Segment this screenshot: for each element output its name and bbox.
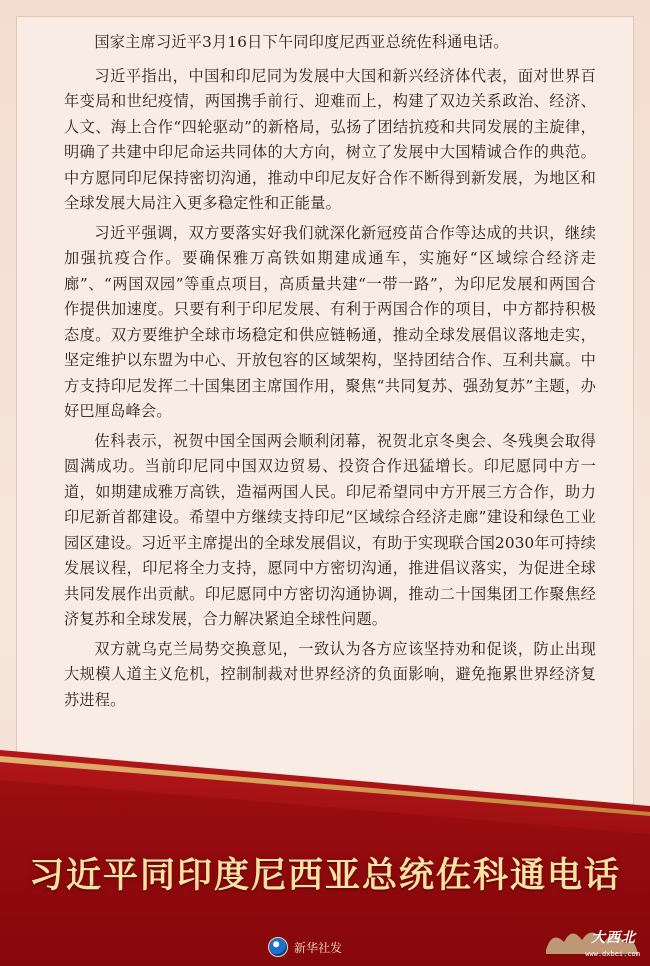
watermark-url: www.dxbei.com [585, 950, 640, 958]
headline-title: 习近平同印度尼西亚总统佐科通电话 [28, 855, 621, 896]
article-paragraph-1: 国家主席习近平3月16日下午同印度尼西亚总统佐科通电话。 [94, 33, 509, 51]
article-body [64, 30, 596, 717]
footer-credit [268, 936, 342, 958]
article-paragraph-4: 佐科表示，祝贺中国全国两会顺利闭幕，祝贺北京冬奥会、冬残奥会取得圆满成功。当前印尼同中国双边贸易、投资合作迅猛增长。印尼愿同中方一道，如期建成雅万高铁，造福两国人民。印尼希望同中方开展三方合作，助力印尼新首都建设。希望中方继续支持印尼“区域综合经济走廊”建设和绿色工业园区建设。习近平主席提出的全球发展倡议，有助于实现联合国2030年可持续发展议程，印尼将全力支持，愿同中方密切沟通，推进倡议落实，为促进全球共同发展作出贡献。印尼愿同中方密切沟通协调，推动二十国集团工作聚焦经济复苏和全球发展，合力解决紧迫全球性问题。 [64, 431, 596, 628]
agency-label: 新华社发 [294, 940, 343, 955]
watermark-text: 大西北 [591, 930, 636, 946]
article-paragraph-2: 习近平指出，中国和印尼同为发展中大国和新兴经济体代表，面对世界百年变局和世纪疫情，两国携手前行、迎难而上，构建了双边关系政治、经济、人文、海上合作“四轮驱动”的新格局，弘扬了团结抗疫和共同发展的主旋律，明确了共建中印尼命运共同体的大方向，树立了发展中大国精诚合作的典范。中方愿同印尼保持密切沟通，推动中印尼友好合作不断得到新发展，为地区和全球发展大局注入更多稳定性和正能量。 [64, 66, 596, 212]
article-paragraph-3: 习近平强调，双方要落实好我们就深化新冠疫苗合作等达成的共识，继续加强抗疫合作。要确保雅万高铁如期建成通车，实施好“区域综合经济走廊”、“两国双园”等重点项目，高质量共建“一带一路”，为印尼发展和两国合作提供加速度。只要有利于印尼发展、有利于两国合作的项目，中方都持积极态度。双方要维护全球市场稳定和供应链畅通，推动全球发展倡议落地走实，坚定维护以东盟为中心、开放包容的区域架构，坚持团结合作、互利共赢。中方支持印尼发挥二十国集团主席国作用，聚焦“共同复苏、强劲复苏”主题，办好巴厘岛峰会。 [64, 223, 596, 420]
xinhua-globe-icon [268, 937, 288, 957]
article-paragraph-5: 双方就乌克兰局势交换意见，一致认为各方应该坚持劝和促谈，防止出现大规模人道主义危机，控制制裁对世界经济的负面影响，避免拖累世界经济复苏进程。 [64, 639, 596, 709]
